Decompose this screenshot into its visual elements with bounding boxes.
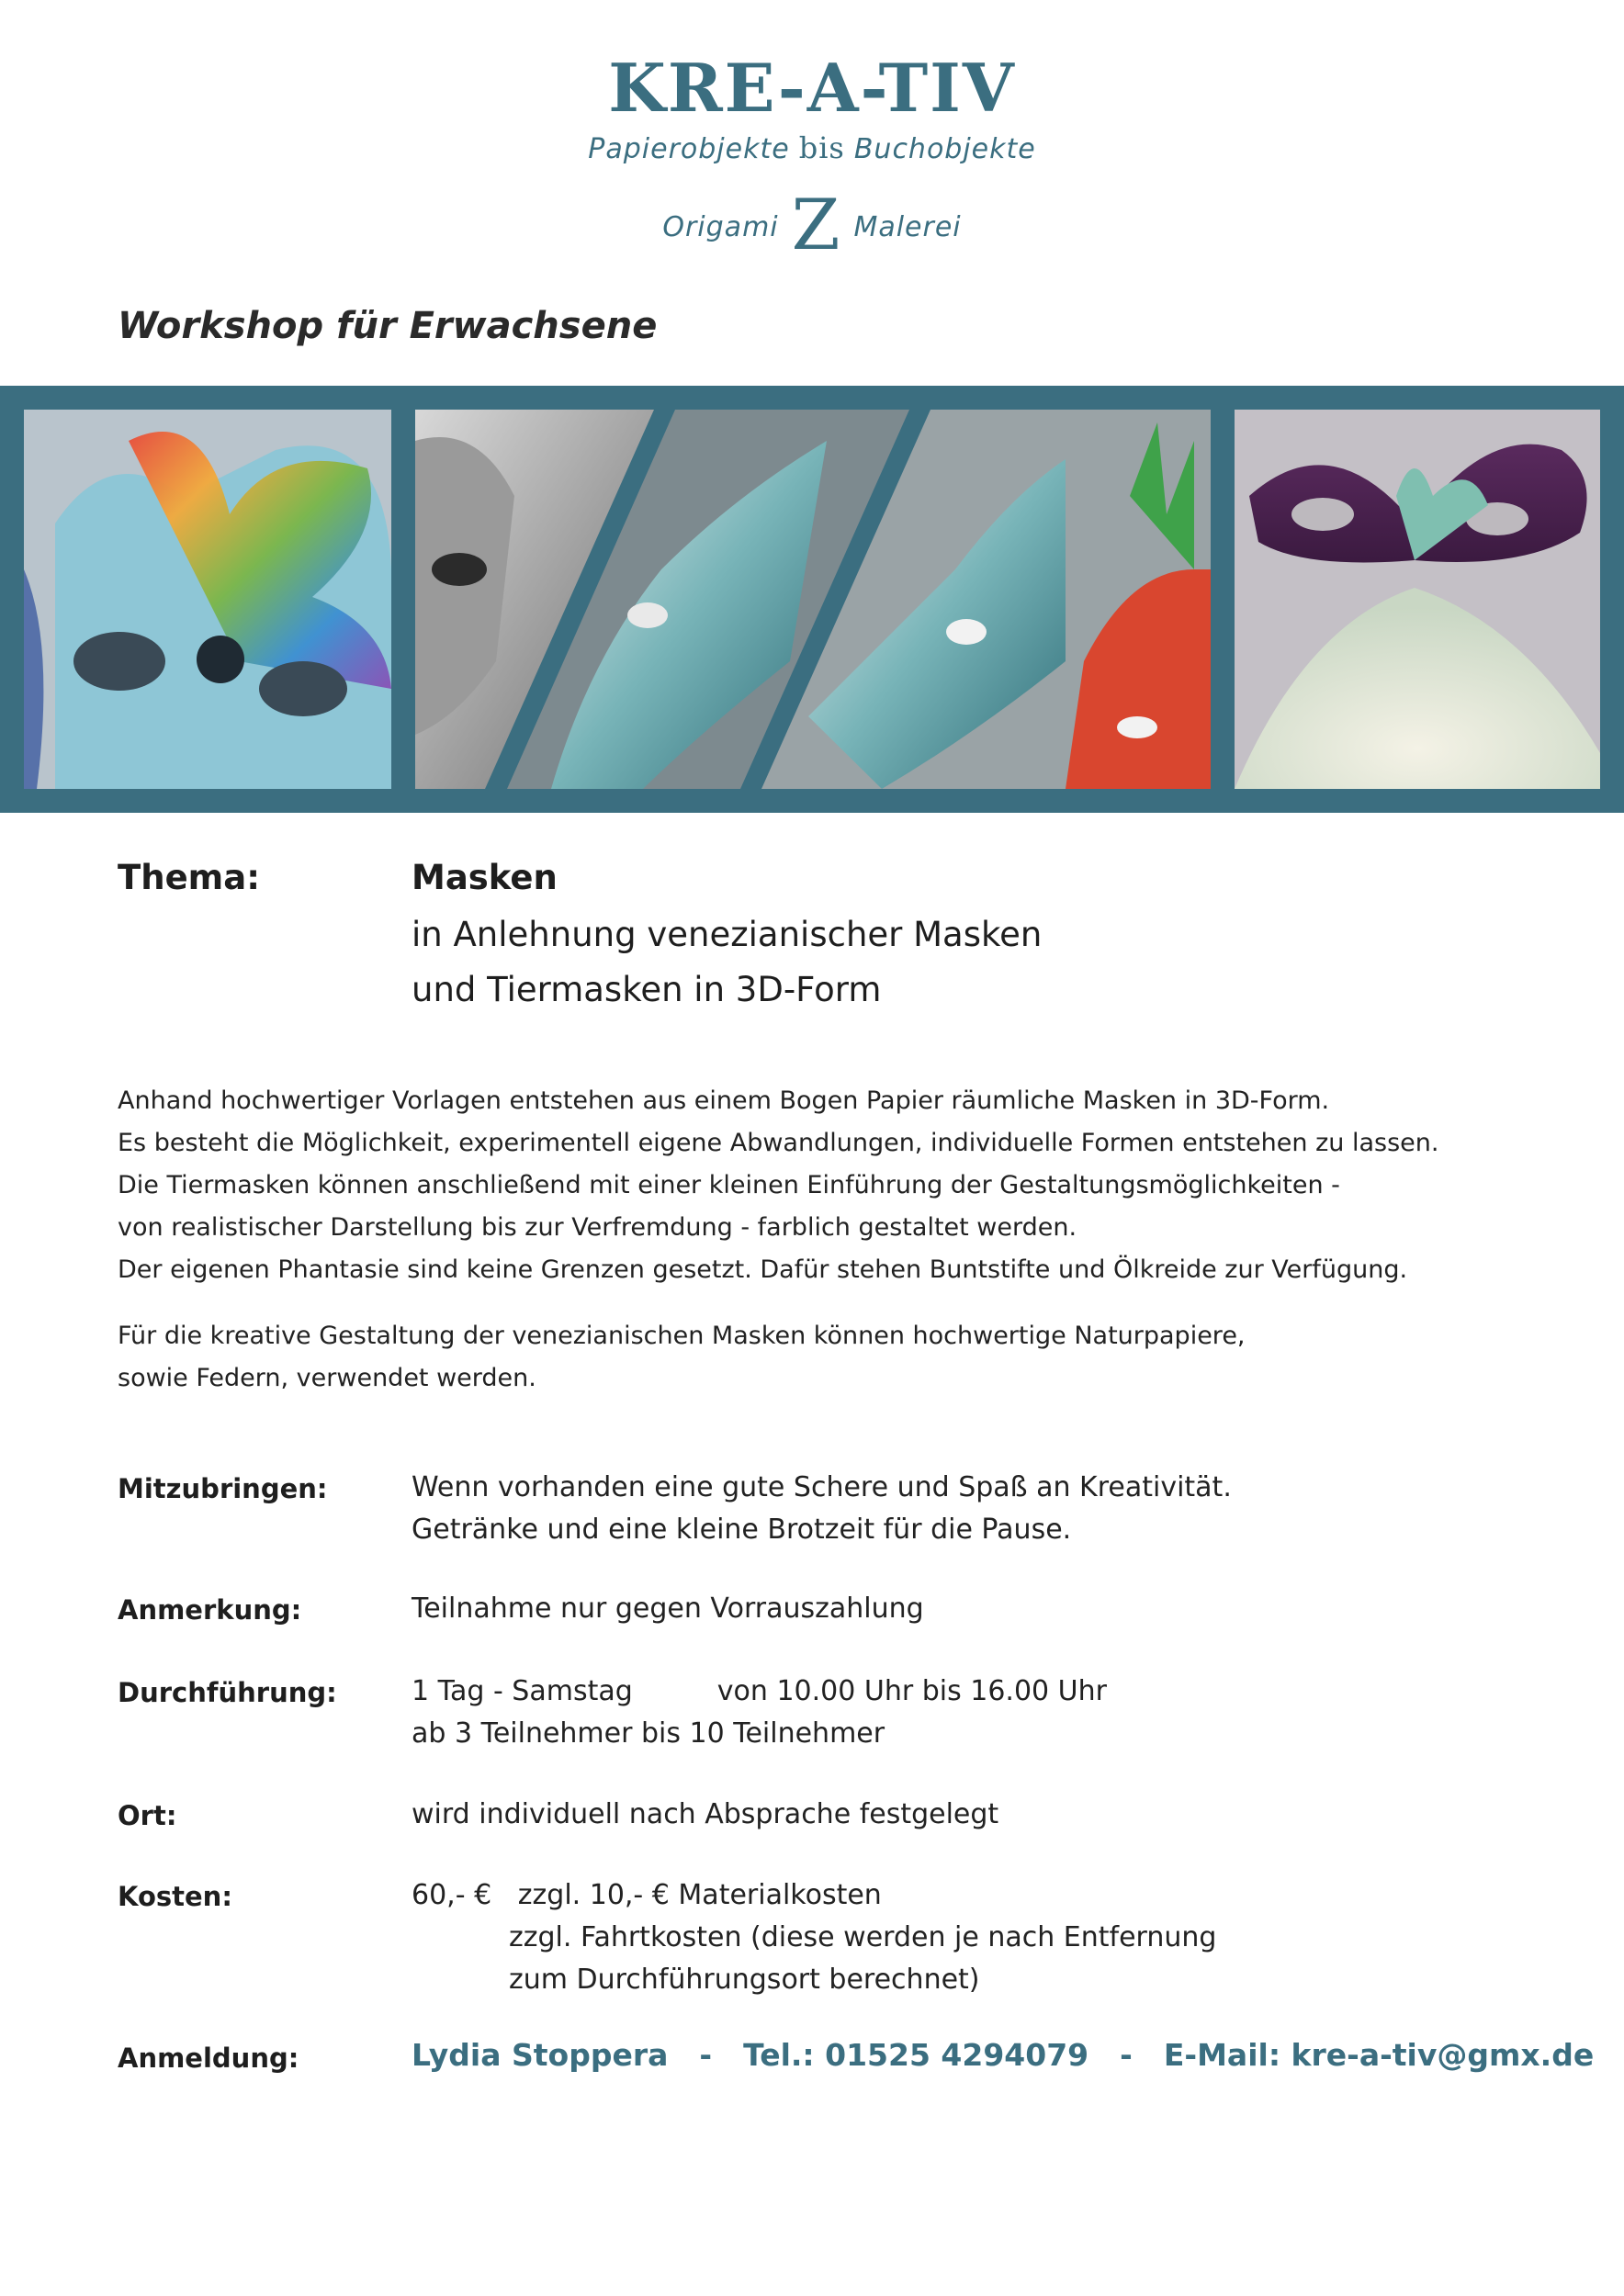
durchfuehrung-value: [412, 1671, 1107, 1755]
description-line: von realistischer Darstellung bis zur Verfremdung - farblich gestaltet werden.: [118, 1213, 1077, 1242]
anmerkung-label: Anmerkung:: [118, 1594, 302, 1626]
description-line: sowie Federn, verwendet werden.: [118, 1364, 536, 1392]
logo: [0, 49, 1624, 265]
kosten-material: zzgl. 10,- € Materialkosten: [517, 1879, 882, 1911]
kosten-travel-note: zum Durchführungsort berechnet): [509, 1964, 980, 1996]
description-paragraph: [118, 1080, 1438, 1291]
description-paragraph-2: [118, 1315, 1246, 1400]
contact-phone[interactable]: Tel.: 01525 4294079: [743, 2037, 1089, 2073]
description-line: Anhand hochwertiger Vorlagen entstehen aus einem Bogen Papier räumliche Masken in 3D-Form.: [118, 1086, 1330, 1115]
contact-separator: -: [1120, 2037, 1133, 2073]
logo-tagline-bis: bis: [798, 130, 845, 165]
ort-value: [412, 1794, 998, 1836]
banner-collage: [0, 386, 1624, 813]
kosten-price: 60,- €: [412, 1879, 492, 1911]
durchfuehrung-time: von 10.00 Uhr bis 16.00 Uhr: [716, 1675, 1107, 1707]
contact-name: Lydia Stoppera: [412, 2037, 669, 2073]
contact-separator: -: [699, 2037, 713, 2073]
anmeldung-label: Anmeldung:: [118, 2043, 299, 2074]
logo-tagline-1: [0, 130, 1624, 165]
contact-email[interactable]: E-Mail: kre-a-tiv@gmx.de: [1163, 2037, 1595, 2073]
durchfuehrung-label: Durchführung:: [118, 1677, 337, 1708]
logo-tagline-2: [0, 184, 1624, 265]
mitzubringen-line: Wenn vorhanden eine gute Schere und Spaß an Kreativität.: [412, 1471, 1232, 1503]
mitzubringen-value: [412, 1467, 1232, 1551]
logo-tagline-left: Papierobjekte: [588, 133, 790, 165]
page-subtitle: Workshop für Erwachsene: [118, 305, 658, 347]
description-line: Der eigenen Phantasie sind keine Grenzen gesetzt. Dafür stehen Buntstifte und Ölkreide zur Verfügung.: [118, 1255, 1408, 1284]
mitzubringen-line: Getränke und eine kleine Brotzeit für die Pause.: [412, 1514, 1072, 1546]
logo-z-letter: Z: [791, 184, 841, 265]
durchfuehrung-participants: ab 3 Teilnehmer bis 10 Teilnehmer: [412, 1717, 885, 1750]
banner-photo-rainbow-mask: [24, 410, 391, 789]
anmerkung-text: Teilnahme nur gegen Vorrauszahlung: [412, 1593, 924, 1625]
logo-title: KRE-A-TIV: [608, 49, 1016, 127]
description-line: Es besteht die Möglichkeit, experimentell eigene Abwandlungen, individuelle Formen entstehen zu lassen.: [118, 1129, 1439, 1157]
anmerkung-value: [412, 1588, 924, 1630]
logo-tagline-right: Buchobjekte: [853, 133, 1036, 165]
durchfuehrung-day: 1 Tag - Samstag: [412, 1675, 633, 1707]
thema-label: Thema:: [118, 858, 260, 897]
mask-photo-banner: [0, 386, 1624, 813]
thema-subline-1: in Anlehnung venezianischer Masken: [412, 915, 1043, 954]
kosten-travel: zzgl. Fahrtkosten (diese werden je nach Entfernung: [509, 1921, 1217, 1953]
mitzubringen-label: Mitzubringen:: [118, 1473, 328, 1504]
kosten-label: Kosten:: [118, 1881, 232, 1912]
logo-tagline-malerei: Malerei: [853, 211, 962, 243]
kosten-value: [412, 1874, 1216, 2001]
description-line: Die Tiermasken können anschließend mit einer kleinen Einführung der Gestaltungsmöglichkeiten -: [118, 1171, 1340, 1199]
thema-title: Masken: [412, 858, 558, 897]
banner-photo-purple-mask: [1235, 410, 1600, 789]
anmeldung-contact: [412, 2037, 1594, 2073]
description-line: Für die kreative Gestaltung der venezianischen Masken können hochwertige Naturpapiere,: [118, 1322, 1246, 1350]
ort-text: wird individuell nach Absprache festgelegt: [412, 1798, 999, 1830]
ort-label: Ort:: [118, 1800, 177, 1831]
logo-tagline-origami: Origami: [662, 211, 779, 243]
thema-subline-2: und Tiermasken in 3D-Form: [412, 970, 882, 1009]
